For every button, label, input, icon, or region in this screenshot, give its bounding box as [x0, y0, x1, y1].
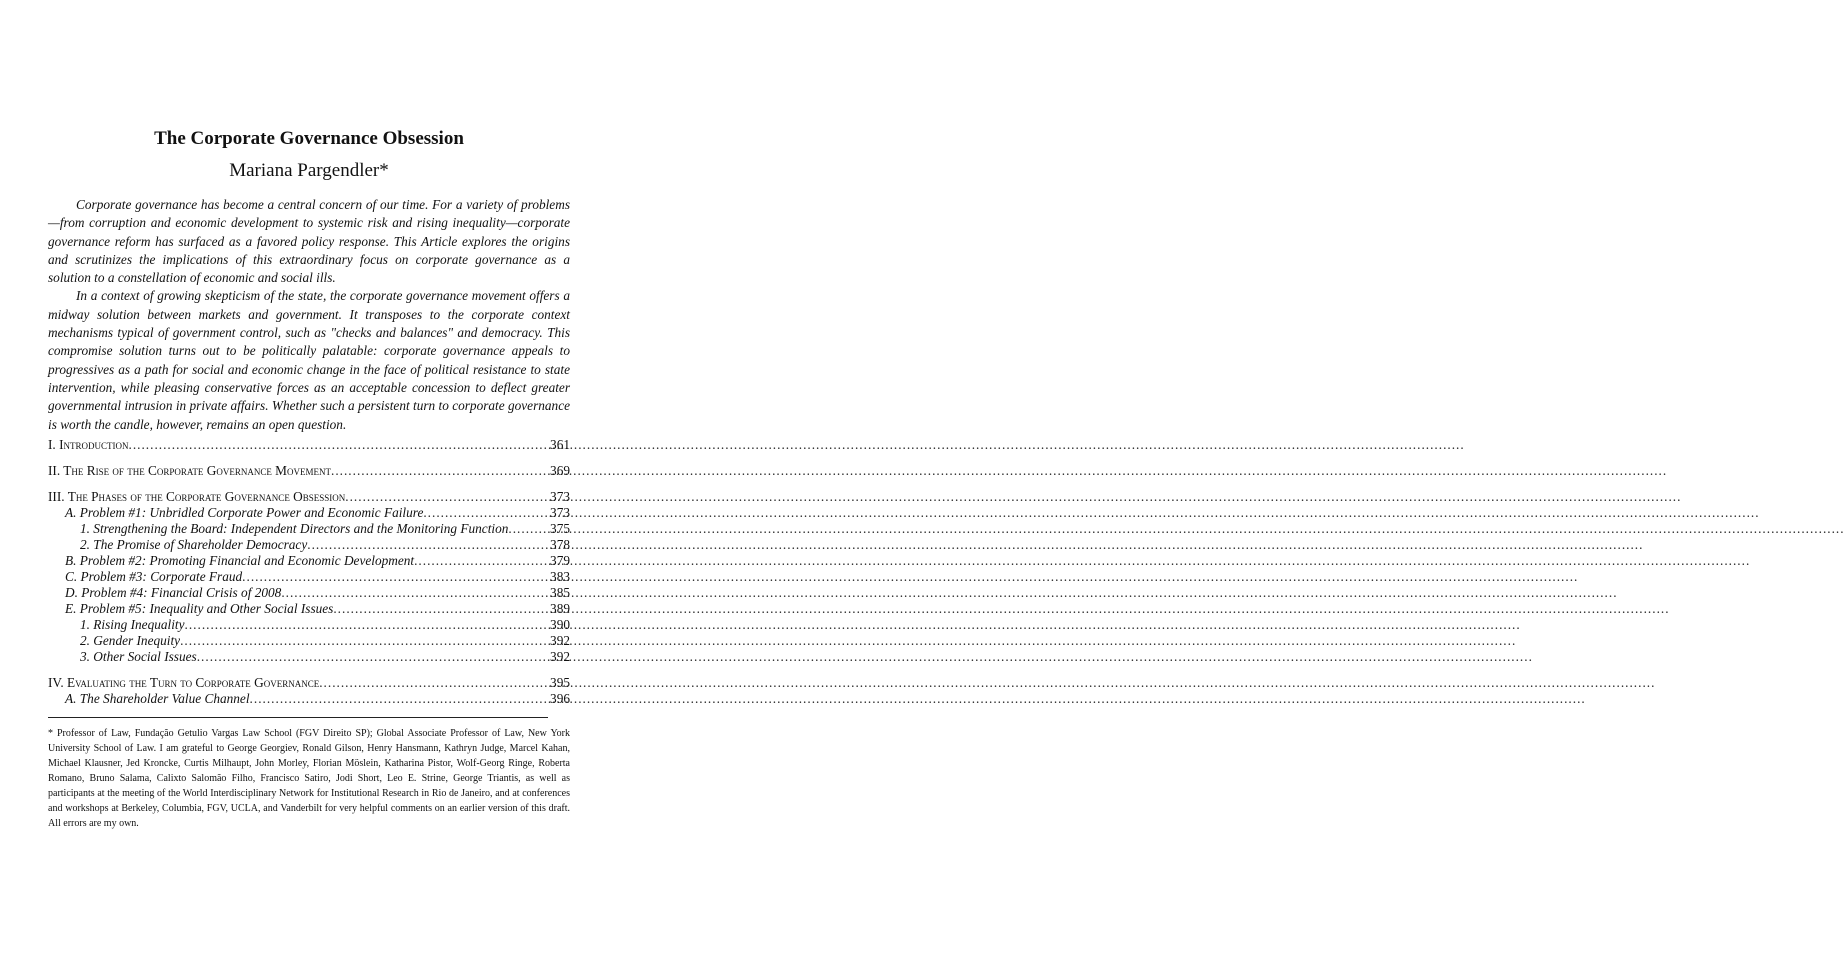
toc-entry-label: A. Problem #1: Unbridled Corporate Power and Economic Failure	[65, 505, 424, 520]
toc-entry	[48, 601, 570, 617]
toc-entry-page: 378	[550, 537, 570, 552]
toc-entry-label: D. Problem #4: Financial Crisis of 2008	[65, 585, 282, 600]
toc-leader-dots	[307, 537, 548, 553]
toc-leader-dots	[281, 585, 548, 601]
toc-entry-label: A. The Shareholder Value Channel	[65, 691, 250, 706]
abstract	[48, 196, 570, 434]
toc-leader-dots	[250, 691, 549, 707]
toc-entry-label: C. Problem #3: Corporate Fraud	[65, 569, 243, 584]
toc-entry	[48, 489, 570, 505]
toc-entry-page: 396	[550, 691, 570, 706]
toc-entry-page: 375	[550, 521, 570, 536]
toc-entry	[48, 505, 570, 521]
toc-entry-page: 383	[550, 569, 570, 584]
toc-leader-dots	[508, 521, 548, 537]
toc-entry-label: 3. Other Social Issues	[80, 649, 197, 664]
toc-entry-label: III. The Phases of the Corporate Governance Obsession	[48, 489, 346, 504]
toc-entry-label: 1. Strengthening the Board: Independent Directors and the Monitoring Function	[80, 521, 509, 536]
toc-leader-dots	[180, 633, 548, 649]
toc-entry-page: 389	[550, 601, 570, 616]
toc-entry-page: 369	[550, 463, 570, 478]
toc-entry-label: 2. Gender Inequity	[80, 633, 181, 648]
toc-entry	[48, 537, 570, 553]
toc-leader-dots	[414, 553, 548, 569]
toc-leader-dots	[197, 649, 548, 665]
toc-entry	[48, 649, 570, 665]
toc-leader-dots	[345, 489, 548, 505]
toc-entry-page: 361	[550, 437, 570, 452]
toc-leader-dots	[242, 569, 548, 585]
toc-entry-label: IV. Evaluating the Turn to Corporate Governance	[48, 675, 320, 690]
toc-entry	[48, 521, 570, 537]
abstract-paragraph: In a context of growing skepticism of the state, the corporate governance movement offers a midway solution between markets and government. It transposes to the corporate context mechanisms typical of government control, such as "checks and balances" and democracy. This compromise solution turns out to be politically palatable: corporate governance appeals to progressives as a path for social and economic change in the face of political resistance to state intervention, while pleasing conservative forces as an acceptable concession to deflect greater governmental intrusion in private affairs. Whether such a persistent turn to corporate governance is worth the candle, however, remains an open question.	[48, 288, 570, 432]
paper-page	[0, 0, 618, 954]
toc-entry	[48, 553, 570, 569]
footnote-divider	[48, 717, 548, 718]
toc-entry-label: E. Problem #5: Inequality and Other Social Issues	[65, 601, 334, 616]
abstract-paragraph: Corporate governance has become a central concern of our time. For a variety of problems—from corruption and economic development to systemic risk and rising inequality—corporate governance reform has surfaced as a favored policy response. This Article explores the origins and scrutinizes the implications of this extraordinary focus on corporate governance as a solution to a constellation of economic and social ills.	[48, 197, 570, 286]
toc-entry-page: 395	[550, 675, 570, 690]
toc-entry-page: 373	[550, 505, 570, 520]
toc-entry-label: 2. The Promise of Shareholder Democracy	[80, 537, 308, 552]
toc-entry-label: II. The Rise of the Corporate Governance Movement	[48, 463, 331, 478]
toc-leader-dots	[185, 617, 549, 633]
toc-entry-label: B. Problem #2: Promoting Financial and Economic Development	[65, 553, 415, 568]
toc-leader-dots	[423, 505, 548, 521]
toc-entry-page: 373	[550, 489, 570, 504]
author-footnote: * Professor of Law, Fundação Getulio Vargas Law School (FGV Direito SP); Global Associate Professor of Law, New York University School of Law. I am grateful to George Georgiev, Ronald Gilson, Henry Hansmann, Kathryn Judge, Marcel Kahan, Michael Klausner, Jed Kroncke, Curtis Milhaupt, John Morley, Florian Möslein, Katharina Pistor, Wolf-Georg Ringe, Roberta Romano, Bruno Salama, Calixto Salomão Filho, Francisco Satiro, Jodi Short, Leo E. Strine, George Triantis, as well as participants at the meeting of the World Interdisciplinary Network for Institutional Research in Rio de Janeiro, and at conferences and workshops at Berkeley, Columbia, FGV, UCLA, and Vanderbilt for very helpful comments on an earlier version of this draft. All errors are my own.	[48, 728, 570, 829]
toc-leader-dots	[319, 675, 548, 691]
toc-entry-page: 379	[550, 553, 570, 568]
toc-entry	[48, 569, 570, 585]
toc-entry	[48, 585, 570, 601]
toc-entry	[48, 633, 570, 649]
toc-entry-page: 385	[550, 585, 570, 600]
toc-entry	[48, 675, 570, 691]
toc-entry-label: 1. Rising Inequality	[80, 617, 185, 632]
toc-leader-dots	[333, 601, 548, 617]
toc-leader-dots	[129, 437, 549, 453]
toc-entry	[48, 437, 570, 453]
toc-entry	[48, 691, 570, 707]
toc-leader-dots	[331, 463, 548, 479]
toc-entry-label: I. Introduction	[48, 437, 129, 452]
toc-entry-page: 392	[550, 649, 570, 664]
toc-entry-page: 392	[550, 633, 570, 648]
paper-title: The Corporate Governance Obsession	[154, 128, 464, 149]
toc-entry-page: 390	[550, 617, 570, 632]
toc-entry	[48, 463, 570, 479]
author-name: Mariana Pargendler*	[229, 160, 389, 181]
toc-entry	[48, 617, 570, 633]
table-of-contents	[48, 437, 570, 707]
